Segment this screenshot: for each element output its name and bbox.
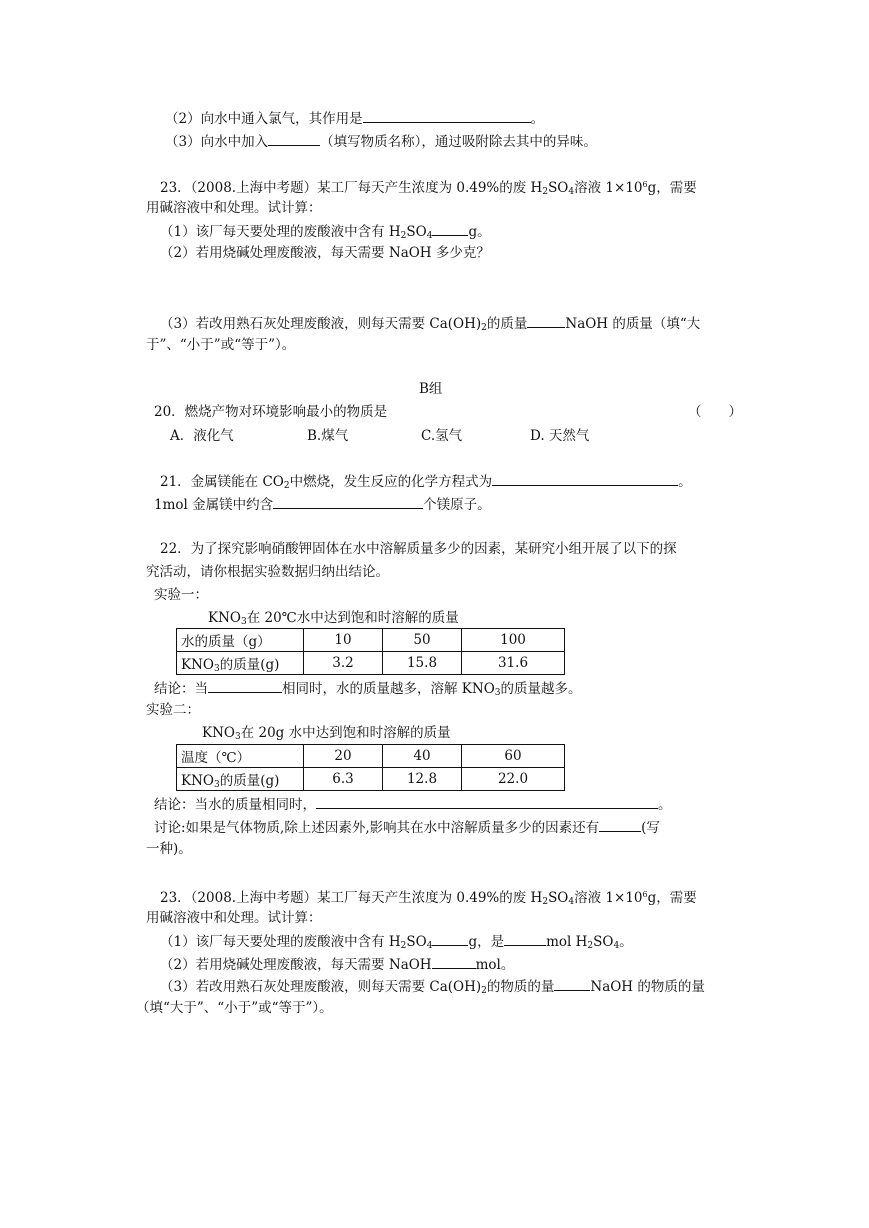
answer-blank[interactable] <box>432 954 476 969</box>
question-text: SO <box>548 890 569 906</box>
question-line <box>146 336 295 354</box>
caption-text: 在 20g 水中达到饱和时溶解的质量 <box>240 725 451 741</box>
subscript: 2 <box>481 986 487 996</box>
question-text: （2）若用烧碱处理废酸液，每天需要 NaOH <box>160 957 432 973</box>
table-cell: 6.3 <box>304 768 383 791</box>
answer-blank[interactable] <box>432 931 468 946</box>
question-text: SO <box>406 224 427 240</box>
option-d[interactable]: D. 天然气 <box>530 428 590 444</box>
question-line <box>160 931 633 955</box>
question-stem <box>160 176 697 201</box>
question-text: NaOH 的质量（填“大 <box>565 316 701 332</box>
table-cell: 100 <box>462 629 565 652</box>
table-cell: 40 <box>383 745 462 768</box>
question-text: （填“大于”、“小于”或“等于”）。 <box>136 1000 333 1016</box>
cell-text: KNO <box>181 772 214 789</box>
question-stem <box>146 563 389 581</box>
question-text: 结论：当 <box>154 681 208 697</box>
question-text: SO <box>593 934 614 950</box>
question-text: 用碱溶液中和处理。试计算： <box>146 910 322 926</box>
caption-text: KNO <box>202 725 235 741</box>
question-line <box>160 471 692 495</box>
table-cell: 10 <box>304 629 383 652</box>
table-caption <box>202 724 451 746</box>
question-text: NaOH 的物质的量 <box>590 979 705 995</box>
table-row <box>177 629 565 652</box>
answer-blank[interactable] <box>273 494 423 509</box>
question-text: 23．（2008.上海中考题）某工厂每天产生浓度为 0.49%的废 H <box>160 890 543 906</box>
table-cell: 22.0 <box>462 768 565 791</box>
option-b[interactable]: B.煤气 <box>307 428 349 444</box>
subscript: 2 <box>283 481 290 491</box>
cell-text: 的质量(g) <box>219 656 280 673</box>
table-cell: 31.6 <box>462 652 565 675</box>
question-text: 溶液 1×10 <box>574 890 643 906</box>
answer-blank[interactable] <box>599 817 641 832</box>
answer-blank[interactable] <box>208 678 282 693</box>
question-text: 。 <box>530 111 545 127</box>
section-title: B组 <box>419 381 443 397</box>
question-text: 溶液 1×10 <box>574 180 643 196</box>
question-text: 。 <box>619 934 633 950</box>
question-line <box>160 221 491 245</box>
subscript: 4 <box>568 187 575 197</box>
question-text: 。 <box>658 797 672 813</box>
question-stem <box>146 909 322 927</box>
subscript: 2 <box>400 231 407 241</box>
cell-text: 的质量(g) <box>219 772 280 789</box>
table-cell: 20 <box>304 745 383 768</box>
table-cell: 3.2 <box>304 652 383 675</box>
question-line <box>165 131 597 151</box>
answer-blank[interactable] <box>554 976 590 991</box>
answer-blank[interactable] <box>363 108 531 123</box>
subscript: 4 <box>426 941 433 951</box>
subscript: 2 <box>542 897 549 907</box>
subscript: 2 <box>542 187 549 197</box>
caption-text: KNO <box>208 610 241 626</box>
subscript: 2 <box>400 941 407 951</box>
caption-text: 在 20℃水中达到饱和时溶解的质量 <box>246 610 459 626</box>
question-text: （3）若改用熟石灰处理废酸液，则每天需要 Ca(OH) <box>160 979 482 995</box>
question-text: mol。 <box>475 957 515 973</box>
table-row <box>177 745 565 768</box>
question-text: 中燃烧，发生反应的化学方程式为 <box>289 474 493 490</box>
question-text: 于”、“小于”或“等于”）。 <box>146 337 296 353</box>
table-cell: 温度（℃） <box>177 745 304 768</box>
answer-blank[interactable] <box>316 794 658 809</box>
option-c[interactable]: C.氢气 <box>421 428 463 444</box>
table-cell: 60 <box>462 745 565 768</box>
superscript: 6 <box>642 890 648 899</box>
question-text: g，是 <box>468 934 505 950</box>
table-row <box>177 652 565 675</box>
question-text: 的质量 <box>486 316 528 332</box>
question-text: （2）若用烧碱处理废酸液，每天需要 NaOH 多少克？ <box>160 245 490 261</box>
experiment-label: 实验一： <box>154 587 208 603</box>
subscript: 2 <box>587 941 594 951</box>
table-cell: 50 <box>383 629 462 652</box>
question-text: 一种)。 <box>146 841 192 857</box>
question-text: （3）向水中加入 <box>165 134 269 150</box>
subscript: 3 <box>213 779 220 790</box>
question-text: 22．为了探究影响硝酸钾固体在水中溶解质量多少的因素，某研究小组开展了以下的探 <box>160 541 677 557</box>
table-cell: 15.8 <box>383 652 462 675</box>
question-text: 。 <box>678 474 692 490</box>
question-line <box>154 494 491 514</box>
question-text: 23．（2008.上海中考题）某工厂每天产生浓度为 0.49%的废 H <box>160 180 543 196</box>
question-text: SO <box>548 180 569 196</box>
answer-blank[interactable] <box>268 131 320 146</box>
question-text: 的物质的量 <box>486 979 555 995</box>
question-text: 个镁原子。 <box>423 497 491 513</box>
question-text: 用碱溶液中和处理。试计算： <box>146 200 322 216</box>
table-cell: 12.8 <box>383 768 462 791</box>
question-line <box>160 244 490 262</box>
question-text: （2）向水中通入氯气，其作用是 <box>165 111 363 127</box>
data-table-2 <box>176 744 565 791</box>
question-line <box>160 954 514 974</box>
question-line <box>160 313 700 337</box>
answer-paren[interactable]: （ ） <box>688 404 742 420</box>
question-line <box>165 108 544 128</box>
data-table-1 <box>176 628 565 675</box>
subscript: 3 <box>234 732 241 742</box>
subscript: 4 <box>426 231 433 241</box>
superscript: 6 <box>642 180 648 189</box>
question-text: （1）该厂每天要处理的废酸液中含有 H <box>160 224 401 240</box>
answer-blank[interactable] <box>527 313 565 328</box>
question-stem <box>160 540 677 558</box>
question-stem <box>146 199 322 217</box>
subscript: 2 <box>481 323 487 333</box>
cell-text: KNO <box>181 656 214 673</box>
table-cell <box>177 768 304 791</box>
question-text: （1）该厂每天要处理的废酸液中含有 H <box>160 934 401 950</box>
question-line <box>136 999 333 1017</box>
question-text: (写 <box>641 820 660 836</box>
table-cell <box>177 652 304 675</box>
question-text: mol H <box>546 934 588 950</box>
subscript: 4 <box>568 897 575 907</box>
question-stem <box>160 886 697 911</box>
question-text: g。 <box>468 224 491 240</box>
answer-blank[interactable] <box>432 221 468 236</box>
question-text: （填写物质名称），通过吸附除去其中的异味。 <box>320 134 597 150</box>
question-text: （3）若改用熟石灰处理废酸液，则每天需要 Ca(OH) <box>160 316 482 332</box>
answer-blank[interactable] <box>492 471 678 486</box>
question-text: 结论：当水的质量相同时， <box>154 797 316 813</box>
question-text: 的质量越多。 <box>500 681 582 697</box>
question-stem <box>154 403 387 421</box>
question-text: 21．金属镁能在 CO <box>160 474 284 490</box>
question-text: 相同时，水的质量越多，溶解 KNO <box>282 681 495 697</box>
question-text: 1mol 金属镁中约含 <box>154 497 274 513</box>
question-text: g，需要 <box>647 180 697 196</box>
answer-blank[interactable] <box>504 931 546 946</box>
question-text: 究活动，请你根据实验数据归纳出结论。 <box>146 564 389 580</box>
conclusion-line <box>154 794 672 814</box>
subscript: 4 <box>613 941 620 951</box>
option-a[interactable]: A．液化气 <box>170 428 234 444</box>
question-text: g，需要 <box>647 890 697 906</box>
table-row <box>177 768 565 791</box>
subscript: 3 <box>240 617 247 627</box>
question-text: 20．燃烧产物对环境影响最小的物质是 <box>154 404 388 420</box>
question-text: 讨论:如果是气体物质,除上述因素外,影响其在水中溶解质量多少的因素还有 <box>154 820 600 836</box>
conclusion-line <box>154 678 582 702</box>
subscript: 3 <box>494 688 501 698</box>
subscript: 3 <box>213 663 220 674</box>
discussion-line <box>154 817 660 837</box>
discussion-line <box>146 840 192 858</box>
table-cell: 水的质量（g） <box>177 629 304 652</box>
question-line <box>160 976 705 1000</box>
experiment-label: 实验二： <box>146 702 200 718</box>
question-text: SO <box>406 934 427 950</box>
